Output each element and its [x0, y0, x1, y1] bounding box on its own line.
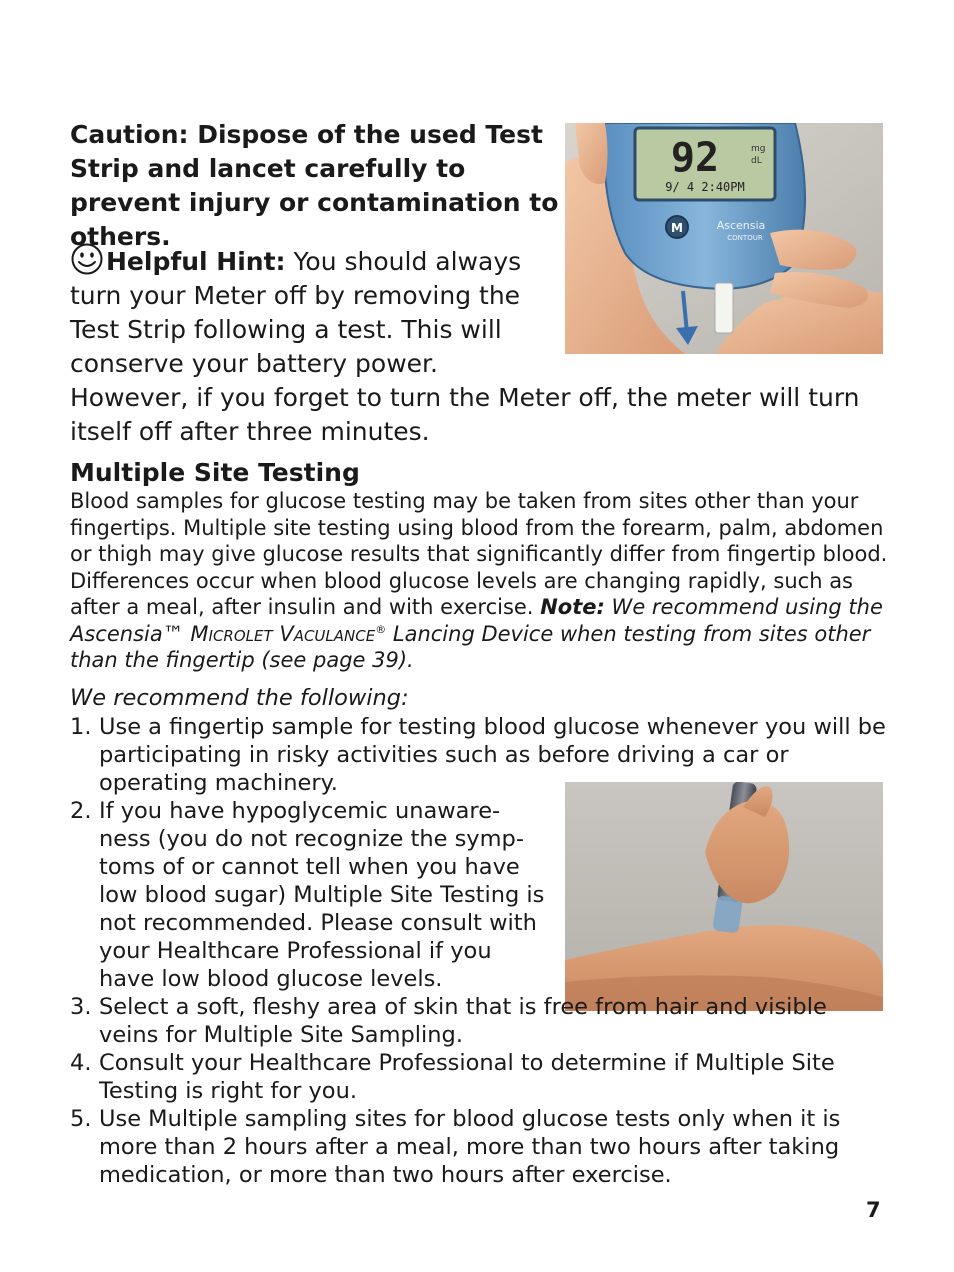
page-number: 7	[866, 1198, 881, 1222]
intro-text: Blood samples for glucose testing may be taken from sites other than your fingertips. Multiple site testing using blood from the forearm, palm, abdomen or thigh may give glucose results that significantly differ from fingertip blood. Differences occur when blood glucose levels are changing rapidly, such as after a meal, after insulin and with exercise.	[70, 489, 888, 619]
meter-model: CONTOUR	[727, 234, 763, 242]
meter-brand: Ascensia	[716, 219, 766, 232]
meter-m-button: M	[671, 221, 683, 235]
hint-label: Helpful Hint:	[106, 247, 286, 276]
list-item	[70, 713, 890, 797]
note-label: Note:	[540, 595, 605, 619]
note-product: Microlet Vaculance	[190, 621, 376, 646]
list-item	[70, 993, 890, 1049]
list-item	[70, 797, 890, 993]
meter-date-time: 9/ 4 2:40PM	[665, 180, 745, 194]
list-text: Use a fingertip sample for testing blood glucose whenever you will be participating in risky activities such as before driving a car or operating machinery.	[99, 714, 886, 796]
list-text: Use Multiple sampling sites for blood glucose tests only when it is more than 2 hours after a meal, more than two hours after taking medication, or more than two hours after exercise.	[99, 1106, 841, 1188]
list-item	[70, 1105, 890, 1189]
smiley-icon	[70, 242, 104, 276]
caution-text: Caution: Dispose of the used Test Strip and lancet carefully to prevent injury or contamination to others.	[70, 120, 559, 251]
list-item	[70, 1049, 890, 1105]
note-text-part2: Lancing Device when testing from sites other than the fingertip (see page 39).	[70, 621, 871, 672]
list-number: 4.	[70, 1050, 92, 1076]
list-number: 2.	[70, 798, 92, 824]
helpful-hint	[70, 242, 890, 449]
meter-unit-top: mg	[751, 144, 766, 154]
list-number: 5.	[70, 1106, 92, 1132]
list-number: 3.	[70, 994, 92, 1020]
recommendation-list	[70, 713, 890, 1189]
meter-reading: 92	[670, 135, 720, 181]
hint-text-part2: However, if you forget to turn the Meter off, the meter will turn itself off after three minutes.	[70, 383, 860, 446]
hint-text-part1: You should always turn your Meter off by removing the Test Strip following a test. This will conserve your battery power.	[70, 247, 522, 378]
meter-unit-bottom: dL	[751, 156, 762, 166]
recommend-heading: We recommend the following:	[70, 685, 409, 711]
list-text: Select a soft, fleshy area of skin that is free from hair and visible veins for Multiple Site Sampling.	[99, 994, 827, 1048]
registered-mark: ®	[375, 622, 387, 636]
list-text: Consult your Healthcare Professional to determine if Multiple Site Testing is right for you.	[99, 1050, 835, 1104]
list-text: If you have hypoglycemic unaware-ness (you do not recognize the symp-toms of or cannot tell when you have low blood sugar) Multiple Site Testing is not recommended. Please consult with your Healthcare Professional if you have low blood glucose levels.	[99, 798, 545, 992]
list-number: 1.	[70, 714, 92, 740]
note-text-part1: We recommend using the Ascensia™	[70, 595, 883, 646]
section-intro	[70, 488, 890, 674]
section-title: Multiple Site Testing	[70, 458, 360, 487]
